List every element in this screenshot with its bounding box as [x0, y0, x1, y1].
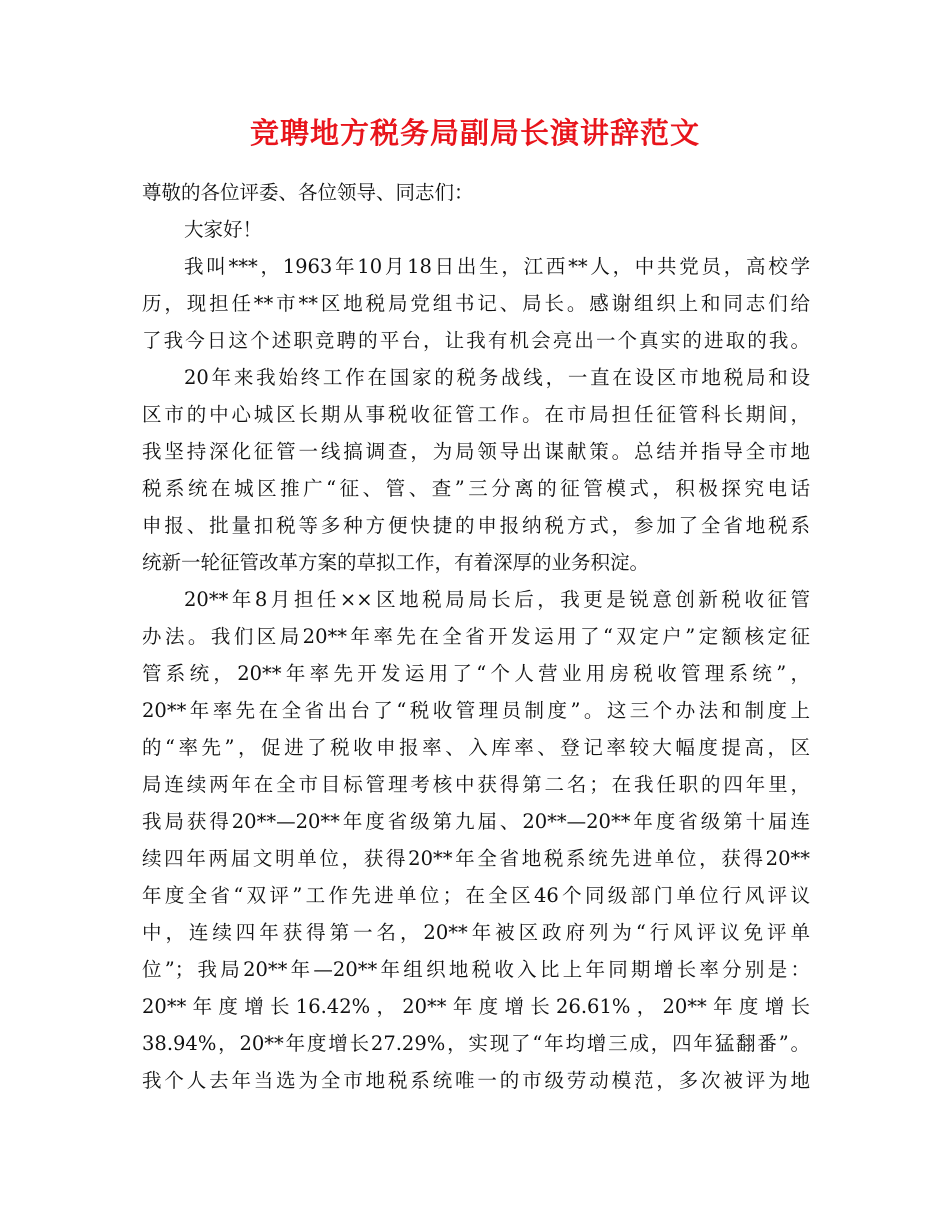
body-line: 统新一轮征管改革方案的草拟工作，有着深厚的业务积淀。	[142, 551, 650, 574]
body-line: 局连续两年在全市目标管理考核中获得第二名；在我任职的四年里，	[142, 773, 810, 796]
body-line: 我叫***，1963年10月18日出生，江西**人，中共党员，高校学	[184, 255, 810, 278]
body-line: 区市的中心城区长期从事税收征管工作。在市局担任征管科长期间，	[142, 403, 810, 426]
body-line: 20**年度增长16.42%，20**年度增长26.61%，20**年度增长	[142, 995, 810, 1018]
body-line: 办法。我们区局20**年率先在全省开发运用了“双定户”定额核定征	[142, 625, 810, 648]
body-line: 续四年两届文明单位，获得20**年全省地税系统先进单位，获得20**	[142, 847, 810, 870]
body-line: 38.94%，20**年度增长27.29%，实现了“年均增三成，四年猛翻番”。	[142, 1032, 810, 1055]
body-line: 我坚持深化征管一线搞调查，为局领导出谋献策。总结并指导全市地	[142, 440, 810, 463]
document-title: 竞聘地方税务局副局长演讲辞范文	[249, 116, 700, 150]
body-line: 20**年率先在全省出台了“税收管理员制度”。这三个办法和制度上	[142, 699, 810, 722]
body-line: 尊敬的各位评委、各位领导、同志们：	[142, 181, 474, 204]
body-line: 的“率先”，促进了税收申报率、入库率、登记率较大幅度提高，区	[142, 736, 810, 759]
body-line: 管系统，20**年率先开发运用了“个人营业用房税收管理系统”，	[142, 662, 810, 685]
body-line: 我局获得20**—20**年度省级第九届、20**—20**年度省级第十届连	[142, 810, 810, 833]
body-line: 历，现担任**市**区地税局党组书记、局长。感谢组织上和同志们给	[142, 292, 810, 315]
body-line: 申报、批量扣税等多种方便快捷的申报纳税方式，参加了全省地税系	[142, 514, 810, 537]
body-line: 税系统在城区推广“征、管、查”三分离的征管模式，积极探究电话	[142, 477, 810, 500]
body-line: 中，连续四年获得第一名，20**年被区政府列为“行风评议免评单	[142, 921, 810, 944]
body-line: 了我今日这个述职竞聘的平台，让我有机会亮出一个真实的进取的我。	[142, 329, 810, 352]
body-line: 大家好！	[184, 218, 263, 241]
body-line: 位”；我局20**年—20**年组织地税收入比上年同期增长率分别是：	[142, 958, 810, 981]
body-line: 20**年8月担任××区地税局局长后，我更是锐意创新税收征管	[184, 588, 810, 611]
document-body	[142, 174, 810, 1099]
body-line: 我个人去年当选为全市地税系统唯一的市级劳动模范，多次被评为地	[142, 1069, 810, 1092]
body-line: 20年来我始终工作在国家的税务战线，一直在设区市地税局和设	[184, 366, 810, 389]
body-line: 年度全省“双评”工作先进单位；在全区46个同级部门单位行风评议	[142, 884, 810, 907]
